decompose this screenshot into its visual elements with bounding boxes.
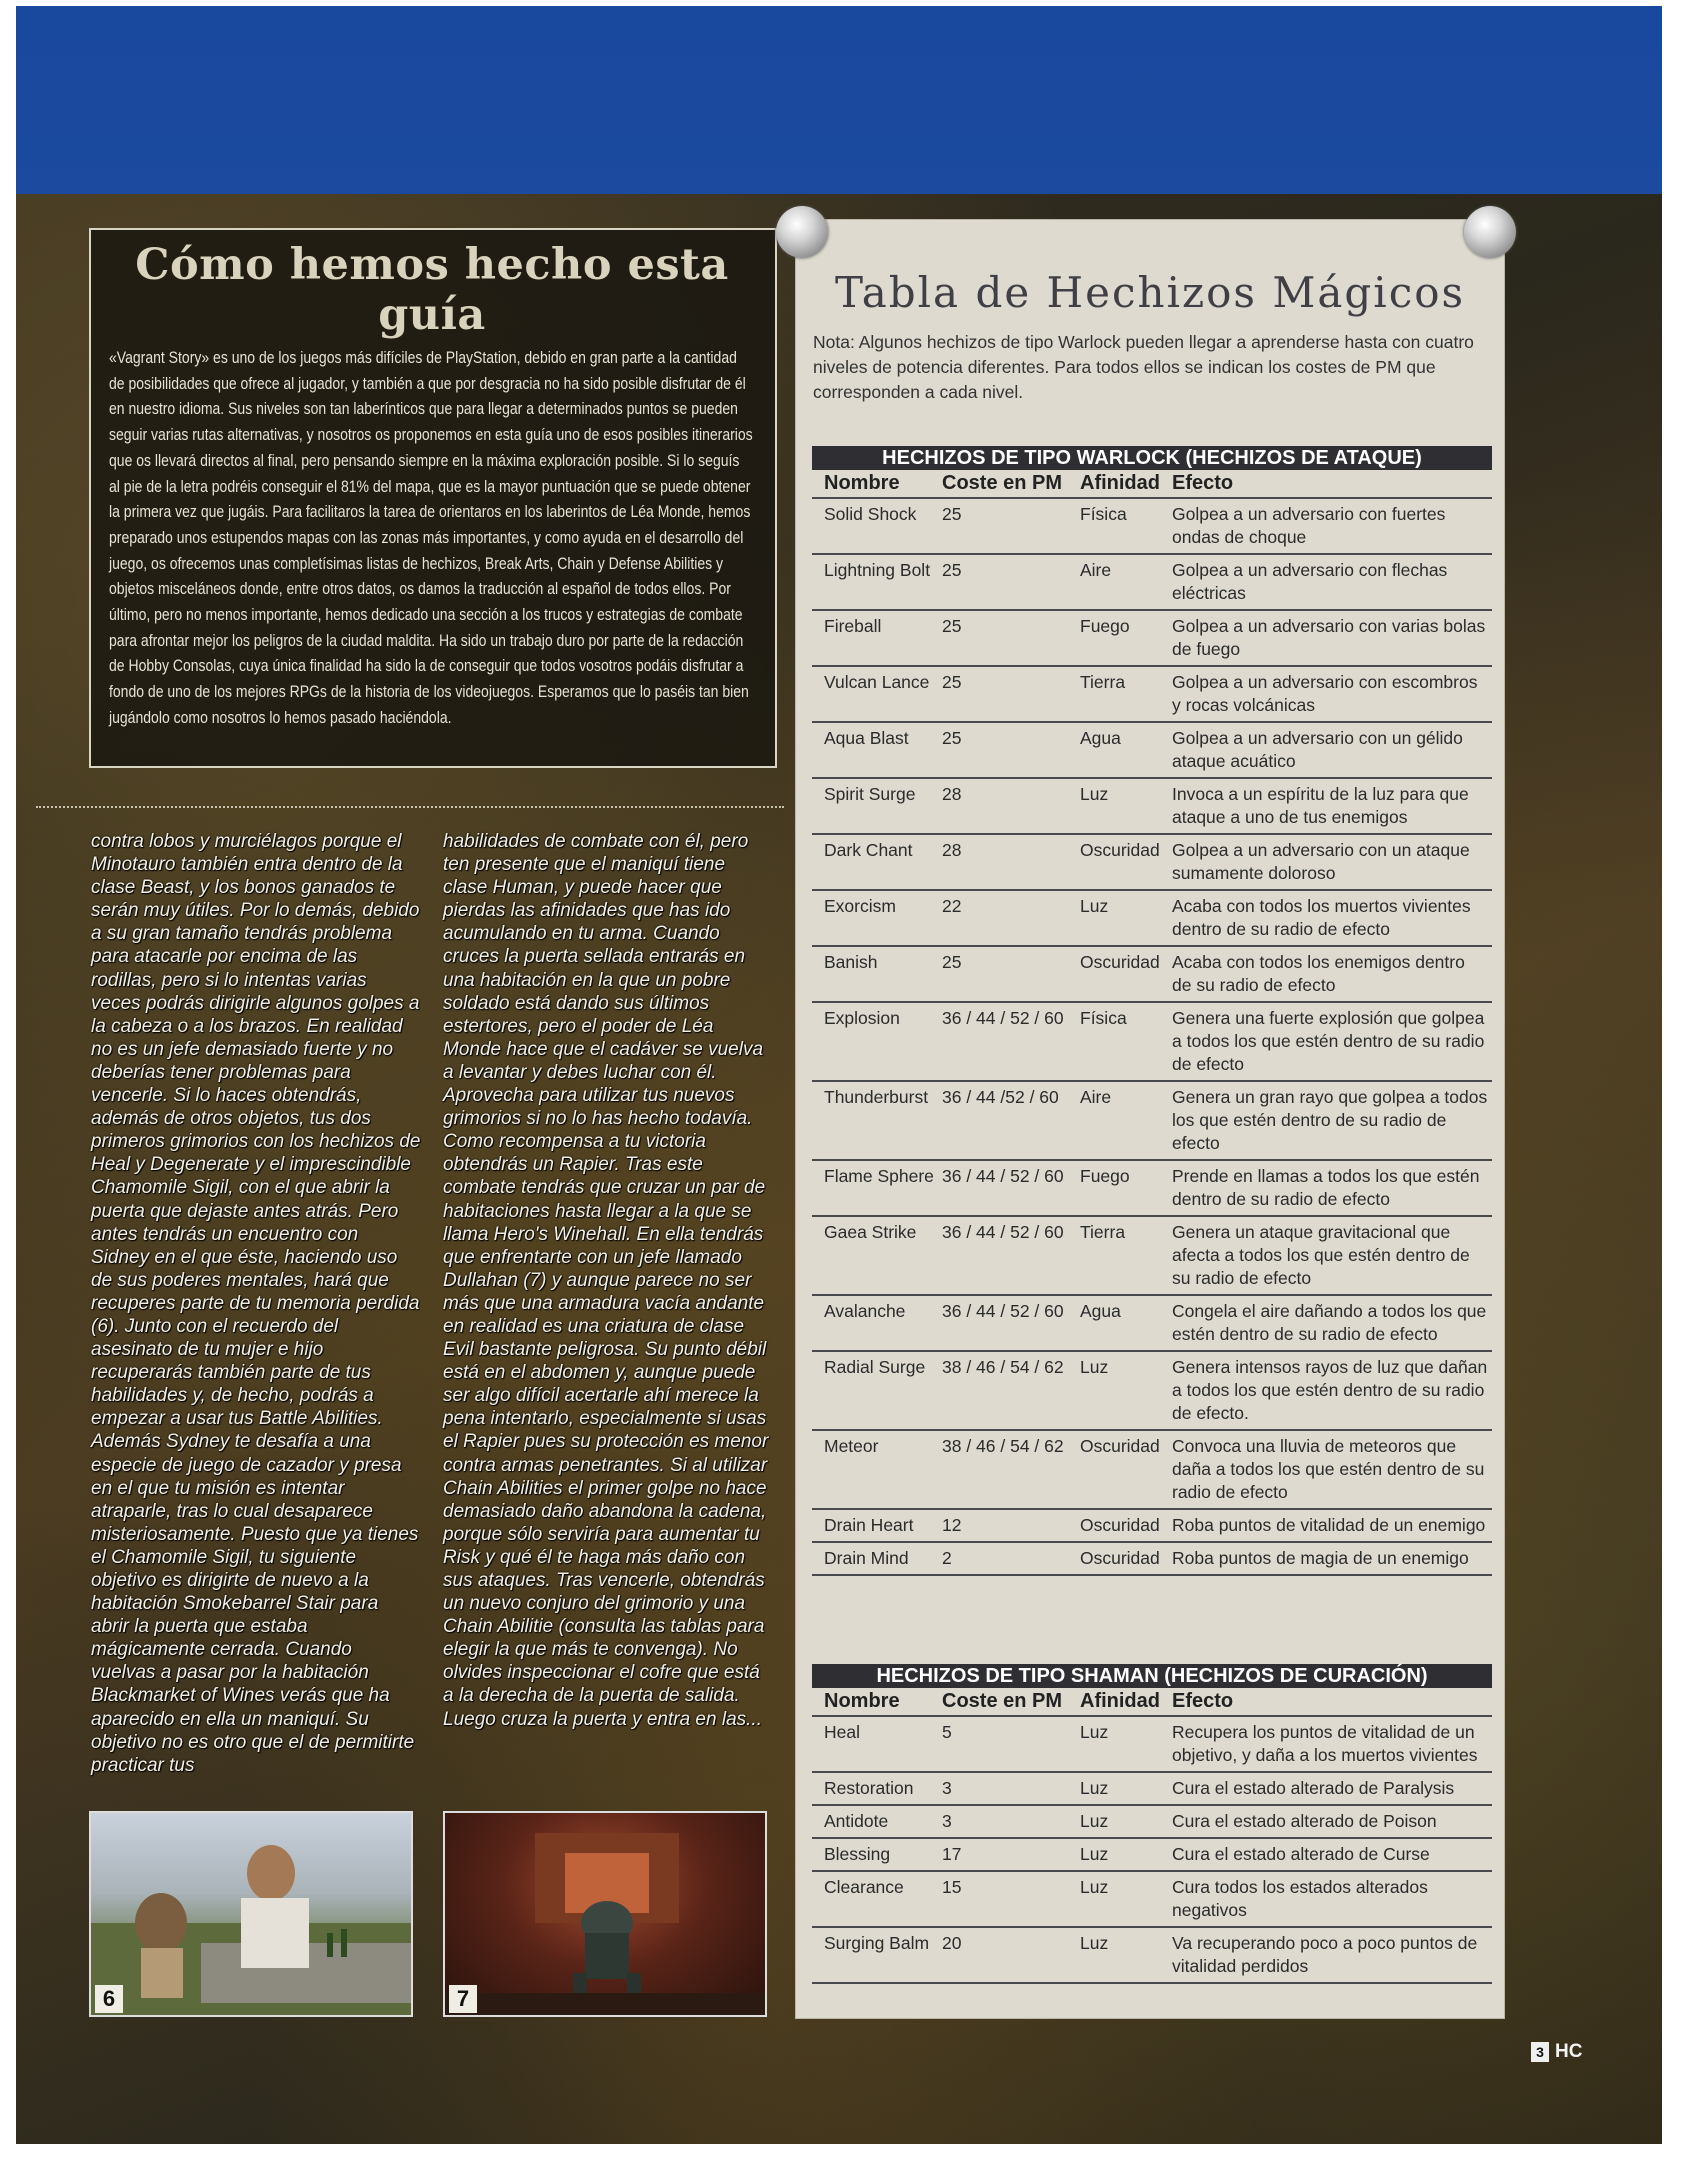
table-row: [812, 1430, 1492, 1509]
spell-effect: Invoca a un espíritu de la luz para que ataque a uno de tus enemigos: [1164, 778, 1492, 834]
intro-box: [89, 228, 777, 768]
col-header-name: Nombre: [812, 470, 938, 498]
spell-affinity: Tierra: [1076, 1216, 1164, 1295]
spell-cost: 15: [938, 1871, 1076, 1927]
magazine-abbrev: HC: [1555, 2041, 1583, 2062]
spell-cost: 5: [938, 1716, 1076, 1772]
col-header-effect: Efecto: [1164, 470, 1492, 498]
table-row: [812, 722, 1492, 778]
shaman-table: [812, 1664, 1492, 1984]
spell-affinity: Luz: [1076, 1805, 1164, 1838]
spell-effect: Genera intensos rayos de luz que dañan a todos los que estén dentro de su radio de efecto.: [1164, 1351, 1492, 1430]
body-text-col2: habilidades de combate con él, pero ten presente que el maniquí tiene clase Human, y puede hacer que pierdas las afinidades que has ido acumulando en tu arma. Cuando cruces la puerta sellada entrarás en una habitación en la que un pobre soldado está dando sus últimos estertores, pero el poder de Léa Monde hace que el cadáver se vuelva a levantar y debes luchar con él. Aprovecha para utilizar tus nuevos grimorios si no lo has hecho todavía. Como recompensa a tu victoria obtendrás un Rapier. Tras este combate tendrás que cruzar un par de habitaciones hasta llegar a la que se llama Hero's Winehall. En ella tendrás que enfrentarte con un jefe llamado Dullahan (7) y aunque parece no ser más que una armadura vacía andante en realidad es una criatura de clase Evil bastante peligrosa. Su punto débil está en el abdomen y, aunque puede ser algo difícil acertarle ahí merece la pena intentarlo, especialmente si usas el Rapier pues su protección es menor contra armas penetrantes. Si al utilizar Chain Abilities el primer golpe no hace demasiado daño abandona la cadena, porque sólo serviría para aumentar tu Risk y qué él te haga más daño con sus ataques. Tras vencerle, obtendrás un nuevo conjuro del grimorio y una Chain Abilitie (consulta las tablas para elegir la que más te convenga). No olvides inspeccionar el cofre que está a la derecha de la puerta de salida. Luego cruza la puerta y entra en las...: [443, 831, 769, 1730]
panel-note-text: Nota: Algunos hechizos de tipo Warlock pueden llegar a aprenderse hasta con cuatro niveles de potencia diferentes. Para todos ellos se indican los costes de PM que corresponden a cada nivel.: [813, 332, 1474, 402]
spell-affinity: Luz: [1076, 890, 1164, 946]
spell-effect: Genera un ataque gravitacional que afecta a todos los que estén dentro de su radio de efecto: [1164, 1216, 1492, 1295]
spell-affinity: Luz: [1076, 1772, 1164, 1805]
table-row: [812, 834, 1492, 890]
spell-name: Surging Balm: [812, 1927, 938, 1983]
spell-effect: Genera un gran rayo que golpea a todos los que estén dentro de su radio de efecto: [1164, 1081, 1492, 1160]
pushpin-icon: [1464, 206, 1516, 258]
body-column-1: [91, 830, 421, 1777]
spell-effect: Golpea a un adversario con flechas eléctricas: [1164, 554, 1492, 610]
spell-name: Flame Sphere: [812, 1160, 938, 1216]
table-row: [812, 1216, 1492, 1295]
spell-cost: 25: [938, 666, 1076, 722]
table-row: [812, 1805, 1492, 1838]
table-row: [812, 1160, 1492, 1216]
spell-affinity: Agua: [1076, 722, 1164, 778]
spell-affinity: Fuego: [1076, 1160, 1164, 1216]
table-row: [812, 1772, 1492, 1805]
spell-affinity: Oscuridad: [1076, 834, 1164, 890]
spell-affinity: Oscuridad: [1076, 1542, 1164, 1575]
col-header-cost: Coste en PM: [938, 1688, 1076, 1716]
spell-affinity: Oscuridad: [1076, 1509, 1164, 1542]
spell-effect: Va recuperando poco a poco puntos de vitalidad perdidos: [1164, 1927, 1492, 1983]
table-row: [812, 498, 1492, 554]
spell-effect: Genera una fuerte explosión que golpea a todos los que estén dentro de su radio de efecto: [1164, 1002, 1492, 1081]
spell-affinity: Luz: [1076, 1838, 1164, 1871]
table-row: [812, 1716, 1492, 1772]
spell-affinity: Luz: [1076, 1927, 1164, 1983]
spell-cost: 25: [938, 610, 1076, 666]
spell-affinity: Oscuridad: [1076, 946, 1164, 1002]
screenshot-7-scene: [445, 1813, 767, 2017]
col-header-cost: Coste en PM: [938, 470, 1076, 498]
warlock-section-title: HECHIZOS DE TIPO WARLOCK (HECHIZOS DE ATAQUE): [812, 446, 1492, 470]
screenshot-6: [89, 1811, 413, 2017]
spell-effect: Prende en llamas a todos los que estén dentro de su radio de efecto: [1164, 1160, 1492, 1216]
spell-cost: 3: [938, 1772, 1076, 1805]
spell-name: Banish: [812, 946, 938, 1002]
spell-name: Clearance: [812, 1871, 938, 1927]
spell-name: Blessing: [812, 1838, 938, 1871]
spell-affinity: Luz: [1076, 1716, 1164, 1772]
spell-effect: Golpea a un adversario con escombros y rocas volcánicas: [1164, 666, 1492, 722]
spell-effect: Acaba con todos los muertos vivientes dentro de su radio de efecto: [1164, 890, 1492, 946]
spell-name: Dark Chant: [812, 834, 938, 890]
shaman-rows: [812, 1716, 1492, 1983]
spell-effect: Golpea a un adversario con un gélido ataque acuático: [1164, 722, 1492, 778]
spell-name: Solid Shock: [812, 498, 938, 554]
spell-effect: Recupera los puntos de vitalidad de un objetivo, y daña a los muertos vivientes: [1164, 1716, 1492, 1772]
spell-cost: 17: [938, 1838, 1076, 1871]
spell-affinity: Luz: [1076, 778, 1164, 834]
col-header-affinity: Afinidad: [1076, 470, 1164, 498]
spell-affinity: Oscuridad: [1076, 1430, 1164, 1509]
spell-name: Antidote: [812, 1805, 938, 1838]
spell-name: Spirit Surge: [812, 778, 938, 834]
spell-name: Thunderburst: [812, 1081, 938, 1160]
spell-cost: 22: [938, 890, 1076, 946]
top-blue-banner: [16, 6, 1662, 194]
spell-name: Heal: [812, 1716, 938, 1772]
spell-effect: Cura todos los estados alterados negativos: [1164, 1871, 1492, 1927]
table-row: [812, 1002, 1492, 1081]
spell-cost: 20: [938, 1927, 1076, 1983]
spell-cost: 38 / 46 / 54 / 62: [938, 1351, 1076, 1430]
spell-cost: 25: [938, 722, 1076, 778]
spell-effect: Cura el estado alterado de Paralysis: [1164, 1772, 1492, 1805]
spell-effect: Golpea a un adversario con un ataque sumamente doloroso: [1164, 834, 1492, 890]
spell-effect: Cura el estado alterado de Poison: [1164, 1805, 1492, 1838]
spell-affinity: Tierra: [1076, 666, 1164, 722]
spell-affinity: Aire: [1076, 1081, 1164, 1160]
spell-effect: Roba puntos de vitalidad de un enemigo: [1164, 1509, 1492, 1542]
screenshot-6-scene: [91, 1813, 413, 2017]
spell-effect: Acaba con todos los enemigos dentro de su radio de efecto: [1164, 946, 1492, 1002]
table-row: [812, 1871, 1492, 1927]
screenshot-7: [443, 1811, 767, 2017]
spell-effect: Cura el estado alterado de Curse: [1164, 1838, 1492, 1871]
table-row: [812, 1927, 1492, 1983]
spell-effect: Golpea a un adversario con fuertes ondas de choque: [1164, 498, 1492, 554]
col-header-affinity: Afinidad: [1076, 1688, 1164, 1716]
table-row: [812, 1509, 1492, 1542]
spell-name: Lightning Bolt: [812, 554, 938, 610]
spell-cost: 36 / 44 / 52 / 60: [938, 1295, 1076, 1351]
spell-cost: 25: [938, 554, 1076, 610]
table-row: [812, 1351, 1492, 1430]
spell-affinity: Aire: [1076, 554, 1164, 610]
body-text-col1: contra lobos y murciélagos porque el Minotauro también entra dentro de la clase Beast, y los bonos ganados te serán muy útiles. Por lo demás, debido a su gran tamaño tendrás problema para atacarle por encima de las rodillas, pero si lo intentas varias veces podrás dirigirle algunos golpes a la cabeza o a los brazos. En realidad no es un jefe demasiado fuerte y no deberías tener problemas para vencerle. Si lo haces obtendrás, además de otros objetos, tus dos primeros grimorios con los hechizos de Heal y Degenerate y el imprescindible Chamomile Sigil, con el que abrir la puerta que dejaste antes atrás. Pero antes tendrás un encuentro con Sidney en el que éste, haciendo uso de sus poderes mentales, hará que recuperes parte de tu memoria perdida (6). Junto con el recuerdo del asesinato de tu mujer e hijo recuperarás también parte de tus habilidades y, de hecho, podrás a empezar a usar tus Battle Abilities. Además Sydney te desafía a una especie de juego de cazador y presa en el que tu misión es intentar atraparle, tras lo cual desaparece misteriosamente. Puesto que ya tienes el Chamomile Sigil, tu siguiente objetivo es dirigirte de nuevo a la habitación Smokebarrel Stair para abrir la puerta que estaba mágicamente cerrada. Cuando vuelvas a pasar por la habitación Blackmarket of Wines verás que ha aparecido en ella un maniquí. Su objetivo no es otro que el de permitirte practicar tus: [91, 831, 421, 1776]
warlock-table: [812, 446, 1492, 1576]
spell-cost: 25: [938, 498, 1076, 554]
body-column-2: [443, 830, 773, 1731]
spell-table-panel: [796, 220, 1504, 2018]
table-row: [812, 1081, 1492, 1160]
spell-cost: 2: [938, 1542, 1076, 1575]
spell-affinity: Luz: [1076, 1351, 1164, 1430]
screenshot-number: 6: [95, 1985, 123, 2013]
screenshot-number: 7: [449, 1985, 477, 2013]
table-row: [812, 1542, 1492, 1575]
table-row: [812, 946, 1492, 1002]
spell-affinity: Agua: [1076, 1295, 1164, 1351]
intro-text: «Vagrant Story» es uno de los juegos más difíciles de PlayStation, debido en gran parte a la cantidad de posibilidades que ofrece al jugador, y también a que por desgracia no ha sido posible disfrutar de él en nuestro idioma. Sus niveles son tan laberínticos que para llegar a determinados puntos se pueden seguir varias rutas alternativas, y nosotros os proponemos en esta guía uno de esos posibles itinerarios que os llevará directos al final, pero pensando siempre en la máxima exploración posible. Si lo seguís al pie de la letra podréis conseguir el 81% del mapa, que es la mayor puntuación que se puede obtener la primera vez que jugáis. Para facilitaros la tarea de orientaros en los laberintos de Léa Monde, hemos preparado unos estupendos mapas con las zonas más importantes, y como ayuda en el desarrollo del juego, os ofrecemos unas completísimas listas de hechizos, Break Arts, Chain y Defense Abilities y objetos misceláneos donde, entre otros datos, os damos la traducción al español de todos ellos. Por último, pero no menos importante, hemos dedicado una sección a los trucos y estrategias de combate para afrontar mejor los peligros de la ciudad maldita. Ha sido un trabajo duro por parte de la redacción de Hobby Consolas, cuya única finalidad ha sido la de conseguir que todos vosotros podáis disfrutar a fondo de uno de los mejores RPGs de la historia de los videojuegos. Esperamos que lo paséis tan bien jugándolo como nosotros lo hemos pasado haciéndola.: [109, 349, 753, 727]
spell-name: Meteor: [812, 1430, 938, 1509]
magazine-page: [16, 6, 1662, 2144]
spell-affinity: Física: [1076, 498, 1164, 554]
spell-name: Explosion: [812, 1002, 938, 1081]
spell-name: Vulcan Lance: [812, 666, 938, 722]
table-row: [812, 610, 1492, 666]
spell-cost: 38 / 46 / 54 / 62: [938, 1430, 1076, 1509]
spell-name: Radial Surge: [812, 1351, 938, 1430]
spell-effect: Convoca una lluvia de meteoros que daña a todos los que estén dentro de su radio de efecto: [1164, 1430, 1492, 1509]
spell-cost: 28: [938, 778, 1076, 834]
spell-name: Restoration: [812, 1772, 938, 1805]
spell-name: Aqua Blast: [812, 722, 938, 778]
spell-cost: 36 / 44 / 52 / 60: [938, 1216, 1076, 1295]
table-row: [812, 778, 1492, 834]
page-number: 3: [1531, 2042, 1549, 2062]
col-header-effect: Efecto: [1164, 1688, 1492, 1716]
spell-cost: 36 / 44 / 52 / 60: [938, 1160, 1076, 1216]
spell-cost: 36 / 44 /52 / 60: [938, 1081, 1076, 1160]
pushpin-icon: [776, 206, 828, 258]
spell-cost: 3: [938, 1805, 1076, 1838]
spell-cost: 28: [938, 834, 1076, 890]
table-row: [812, 1838, 1492, 1871]
spell-name: Avalanche: [812, 1295, 938, 1351]
spell-name: Exorcism: [812, 890, 938, 946]
spell-effect: Roba puntos de magia de un enemigo: [1164, 1542, 1492, 1575]
spell-effect: Golpea a un adversario con varias bolas de fuego: [1164, 610, 1492, 666]
intro-title: Cómo hemos hecho esta guía: [135, 240, 729, 340]
spell-name: Fireball: [812, 610, 938, 666]
panel-title: Tabla de Hechizos Mágicos: [834, 268, 1466, 317]
table-row: [812, 1295, 1492, 1351]
shaman-section-title: HECHIZOS DE TIPO SHAMAN (HECHIZOS DE CURACIÓN): [812, 1664, 1492, 1688]
spell-cost: 25: [938, 946, 1076, 1002]
spell-cost: 12: [938, 1509, 1076, 1542]
spell-name: Drain Mind: [812, 1542, 938, 1575]
page-footer: [1531, 2041, 1582, 2063]
panel-note: [813, 330, 1503, 405]
spell-effect: Congela el aire dañando a todos los que estén dentro de su radio de efecto: [1164, 1295, 1492, 1351]
warlock-rows: [812, 498, 1492, 1575]
spell-name: Gaea Strike: [812, 1216, 938, 1295]
col-header-name: Nombre: [812, 1688, 938, 1716]
dotted-divider: [36, 806, 784, 808]
table-row: [812, 554, 1492, 610]
spell-affinity: Física: [1076, 1002, 1164, 1081]
spell-cost: 36 / 44 / 52 / 60: [938, 1002, 1076, 1081]
spell-affinity: Luz: [1076, 1871, 1164, 1927]
table-row: [812, 890, 1492, 946]
spell-name: Drain Heart: [812, 1509, 938, 1542]
table-row: [812, 666, 1492, 722]
spell-affinity: Fuego: [1076, 610, 1164, 666]
